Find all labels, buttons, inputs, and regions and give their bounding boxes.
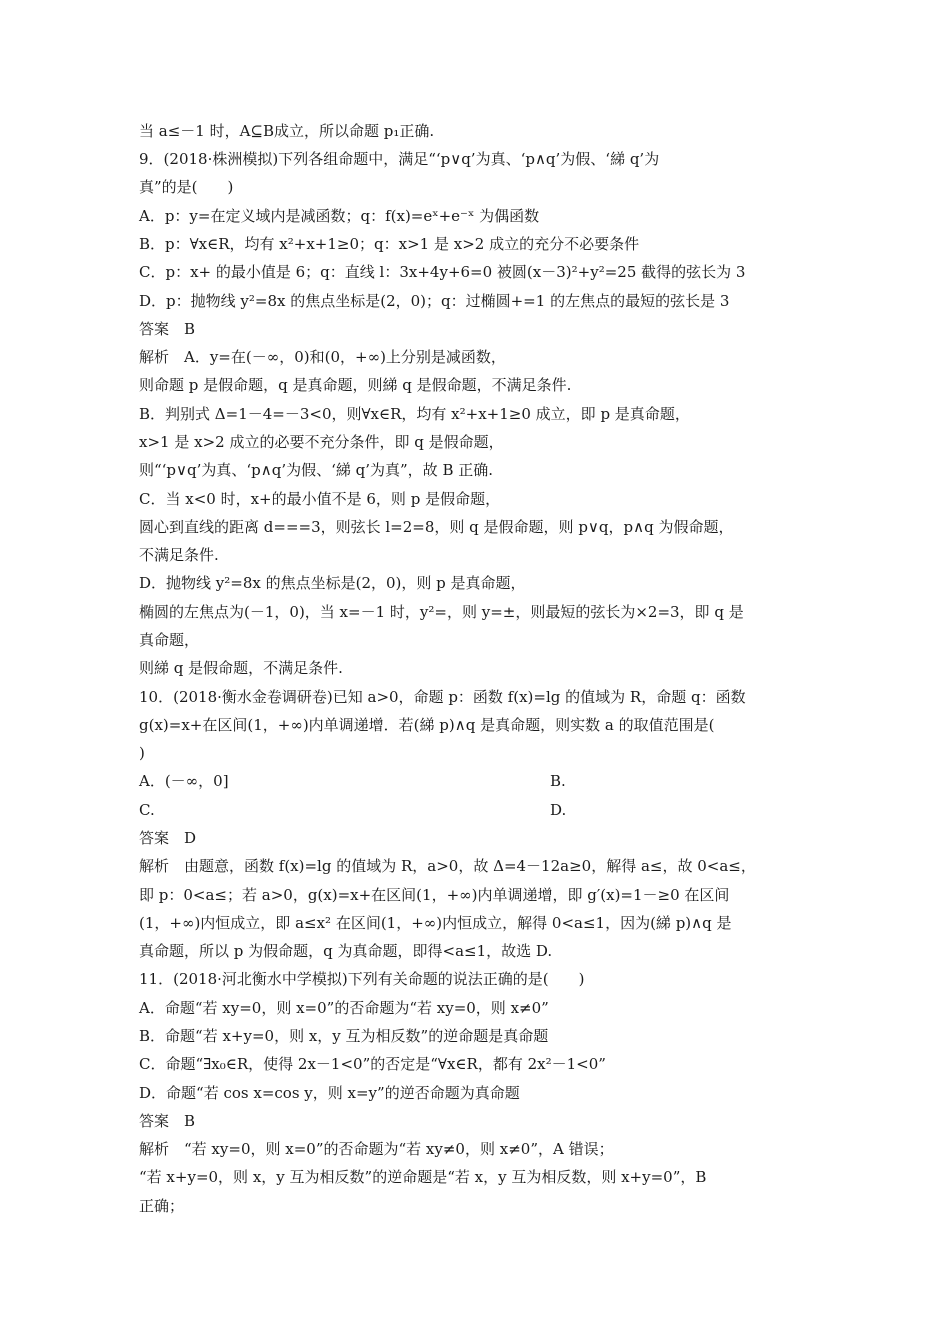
question-10-stem: g(x)=x+在区间(1，+∞)内单调递增．若(綈 p)∧q 是真命题，则实数 a 的取值范围是( xyxy=(139,716,715,734)
option-d: D．命题“若 cos x=cos y，则 x=y”的逆否命题为真命题 xyxy=(139,1084,520,1102)
option-a: A．(－∞，0] xyxy=(139,772,229,790)
analysis-line: 则命题 p 是假命题，q 是真命题，则綈 q 是假命题，不满足条件. xyxy=(139,376,572,394)
answer-label: 答案 D xyxy=(139,829,197,847)
analysis-line: 正确； xyxy=(139,1197,185,1215)
text-line: ) xyxy=(139,744,145,762)
answer-label: 答案 B xyxy=(139,320,196,338)
option-a: A．命题“若 xy=0，则 x=0”的否命题为“若 xy=0，则 x≠0” xyxy=(139,999,549,1017)
analysis-line: x>1 是 x>2 成立的必要不充分条件，即 q 是假命题， xyxy=(139,433,504,451)
analysis-line: 解析 “若 xy=0，则 x=0”的否命题为“若 xy≠0，则 x≠0”，A 错误； xyxy=(139,1140,614,1158)
question-9-stem: 9．(2018·株洲模拟)下列各组命题中，满足“‘p∨q’为真、‘p∧q’为假、‘綈 q’为 xyxy=(139,150,660,168)
option-c: C. xyxy=(139,801,155,819)
analysis-line: 真命题， xyxy=(139,631,200,649)
analysis-line: 圆心到直线的距离 d===3，则弦长 l=2=8，则 q 是假命题，则 p∨q，p∧q 为假命题， xyxy=(139,518,734,536)
analysis-line: 则綈 q 是假命题，不满足条件. xyxy=(139,659,343,677)
option-b: B．p：∀x∈R，均有 x²+x+1≥0；q：x>1 是 x>2 成立的充分不必要条件 xyxy=(139,235,640,253)
analysis-line: 即 p：0<a≤；若 a>0，g(x)=x+在区间(1，+∞)内单调递增，即 g′(x)=1－≥0 在区间 xyxy=(139,886,730,904)
question-11-stem: 11．(2018·河北衡水中学模拟)下列有关命题的说法正确的是( ) xyxy=(139,970,585,988)
option-d: D．p：抛物线 y²=8x 的焦点坐标是(2，0)；q：过椭圆+=1 的左焦点的最短的弦长是 3 xyxy=(139,292,730,310)
option-row xyxy=(139,770,819,792)
text-line: 当 a≤－1 时，A⊆B成立，所以命题 p₁正确. xyxy=(139,122,435,140)
analysis-line: (1，+∞)内恒成立，即 a≤x² 在区间(1，+∞)内恒成立，解得 0<a≤1，因为(綈 p)∧q 是 xyxy=(139,914,732,932)
analysis-line: B．判别式 Δ=1－4=－3<0，则∀x∈R，均有 x²+x+1≥0 成立，即 p 是真命题， xyxy=(139,405,690,423)
analysis-line: 椭圆的左焦点为(－1，0)，当 x=－1 时，y²=，则 y=±，则最短的弦长为×2=3，即 q 是 xyxy=(139,603,744,621)
analysis-line: “若 x+y=0，则 x，y 互为相反数”的逆命题是“若 x，y 互为相反数，则 x+y=0”，B xyxy=(139,1168,707,1186)
answer-label: 答案 B xyxy=(139,1112,196,1130)
analysis-line: C．当 x<0 时，x+的最小值不是 6，则 p 是假命题， xyxy=(139,490,501,508)
option-b: B. xyxy=(550,772,566,790)
option-row xyxy=(139,799,819,821)
analysis-line: 则“‘p∨q’为真、‘p∧q’为假、‘綈 q’为真”，故 B 正确. xyxy=(139,461,494,479)
analysis-line: D．抛物线 y²=8x 的焦点坐标是(2，0)，则 p 是真命题， xyxy=(139,574,526,592)
option-b: B．命题“若 x+y=0，则 x，y 互为相反数”的逆命题是真命题 xyxy=(139,1027,549,1045)
option-a: A．p：y=在定义域内是减函数；q：f(x)=eˣ+e⁻ˣ 为偶函数 xyxy=(139,207,540,225)
analysis-line: 解析 由题意，函数 f(x)=lg 的值域为 R，a>0，故 Δ=4－12a≥0，解得 a≤，故 0<a≤， xyxy=(139,857,756,875)
question-10-stem: 10．(2018·衡水金卷调研卷)已知 a>0，命题 p：函数 f(x)=lg 的值域为 R，命题 q：函数 xyxy=(139,688,746,706)
analysis-line: 真命题，所以 p 为假命题，q 为真命题，即得<a≤1，故选 D. xyxy=(139,942,553,960)
option-c: C．命题“∃x₀∈R，使得 2x－1<0”的否定是“∀x∈R，都有 2x²－1<0” xyxy=(139,1055,606,1073)
option-d: D. xyxy=(550,801,567,819)
option-c: C．p：x+ 的最小值是 6；q：直线 l：3x+4y+6=0 被圆(x－3)²+y²=25 截得的弦长为 3 xyxy=(139,263,746,281)
text-line: 真”的是( ) xyxy=(139,178,234,196)
analysis-line: 解析 A．y=在(－∞，0)和(0，+∞)上分别是减函数， xyxy=(139,348,506,366)
analysis-line: 不满足条件. xyxy=(139,546,219,564)
